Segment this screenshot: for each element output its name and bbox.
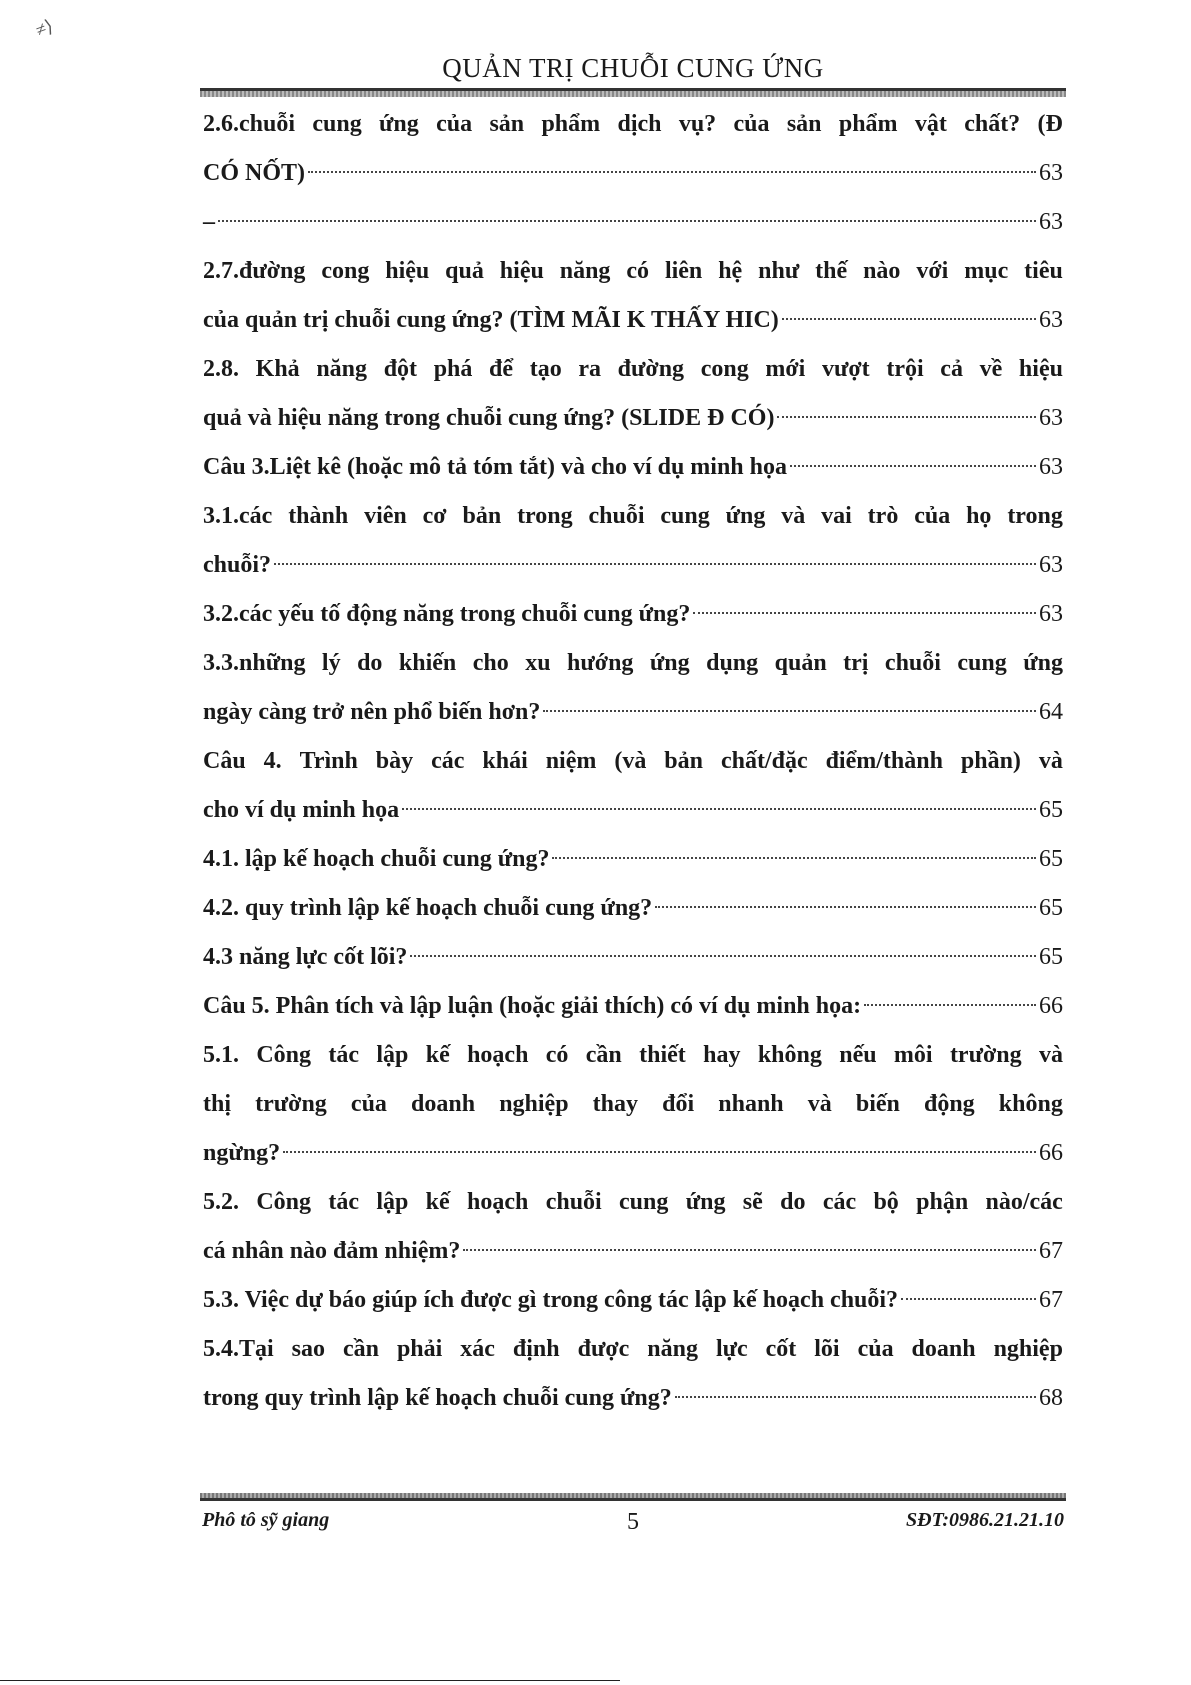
toc-word: các (822, 1189, 857, 1215)
toc-word: cần (342, 1336, 379, 1362)
toc-word: chất? (964, 111, 1021, 137)
toc-word: liên (664, 258, 703, 284)
toc-word: chuỗi (545, 1189, 602, 1215)
dot-leader (782, 318, 1036, 320)
toc-word: bản (664, 748, 703, 774)
header-title: QUẢN TRỊ CHUỖI CUNG ỨNG (442, 53, 824, 83)
toc-word: 3.3.những (203, 650, 306, 676)
toc-word: kế (425, 1189, 450, 1215)
toc-word: hệ (718, 258, 743, 284)
toc-word: cần (585, 1042, 622, 1068)
toc-word: 4. (263, 748, 282, 774)
toc-word: đường (617, 356, 685, 382)
toc-entry[interactable] (203, 492, 1063, 590)
toc-entry-text: quả và hiệu năng trong chuỗi cung ứng? (SLIDE Đ CÓ) (203, 405, 775, 431)
toc-word: thay (592, 1091, 639, 1117)
toc-word: chuỗi (588, 503, 645, 529)
toc-word: hiệu (385, 258, 430, 284)
toc-word: thành (288, 503, 349, 529)
toc-page-number: 63 (1039, 307, 1063, 333)
toc-word: dịch (617, 111, 662, 137)
toc-entry-text: cá nhân nào đảm nhiệm? (203, 1238, 461, 1264)
toc-word: vật (914, 111, 947, 137)
toc-word: do (357, 650, 383, 676)
toc-word: hoạch (467, 1042, 529, 1068)
toc-word: 5.2. (203, 1189, 239, 1215)
toc-entry-text: CÓ NỐT) (203, 160, 305, 186)
toc-entry-line (203, 394, 1063, 443)
toc-entry-text: – (203, 209, 215, 235)
toc-word: chất/đặc (720, 748, 808, 774)
toc-word: lực (715, 1336, 748, 1362)
toc-entry[interactable] (203, 1276, 1063, 1325)
page-footer (200, 1505, 1066, 1541)
dot-leader (552, 857, 1036, 859)
toc-entry-line (203, 688, 1063, 737)
toc-word: và (1038, 1042, 1063, 1068)
toc-word: vụ? (678, 111, 717, 137)
toc-word: phá (433, 356, 473, 382)
toc-word: cung (619, 1189, 669, 1215)
toc-word: kế (425, 1042, 450, 1068)
footer-shop-name: Phô tô sỹ giang (202, 1509, 330, 1531)
toc-word: nghiệp (499, 1091, 569, 1117)
toc-word: nào (863, 258, 901, 284)
toc-word: họ (966, 503, 992, 529)
dot-leader (693, 612, 1036, 614)
toc-word: 3.1.các (203, 503, 273, 529)
toc-word: ứng (685, 1189, 726, 1215)
toc-word: phẩm (838, 111, 898, 137)
toc-page-number: 65 (1039, 797, 1063, 823)
toc-word: cung (660, 503, 710, 529)
toc-entry-text: 4.2. quy trình lập kế hoạch chuỗi cung ứng? (203, 895, 653, 921)
toc-entry-line (203, 786, 1063, 835)
toc-word: hiệu (1018, 356, 1063, 382)
toc-entry-text: của quản trị chuỗi cung ứng? (TÌM MÃI K THẤY HIC) (203, 307, 779, 333)
toc-word: quả (445, 258, 484, 284)
toc-word: trong (1007, 503, 1063, 529)
toc-word: xác (460, 1336, 495, 1362)
toc-page-number: 63 (1039, 209, 1063, 235)
toc-word: vai (821, 503, 852, 529)
toc-word: tiêu (1024, 258, 1063, 284)
toc-word: 2.8. (203, 356, 239, 382)
toc-word: các (431, 748, 465, 774)
toc-entry-text: 3.2.các yếu tố động năng trong chuỗi cung ứng? (203, 601, 691, 627)
toc-word: cốt (765, 1336, 797, 1362)
toc-word: khiến (398, 650, 457, 676)
toc-word: nếu (839, 1042, 877, 1068)
toc-word: niệm (545, 748, 597, 774)
toc-word: bày (375, 748, 414, 774)
toc-entry-line (203, 1178, 1063, 1227)
dot-leader (675, 1396, 1036, 1398)
toc-word: thế (815, 258, 848, 284)
toc-word: năng (559, 258, 611, 284)
dot-leader (308, 171, 1036, 173)
toc-word: năng (316, 356, 368, 382)
toc-word: hoạch (467, 1189, 529, 1215)
toc-word: trội (886, 356, 924, 382)
toc-word: 5.1. (203, 1042, 239, 1068)
toc-entry[interactable] (203, 1325, 1063, 1423)
toc-word: hướng (567, 650, 634, 676)
toc-page-number: 63 (1039, 160, 1063, 186)
page-edge-line (0, 1680, 620, 1681)
toc-word: ứng (725, 503, 766, 529)
toc-entry-line (203, 884, 1063, 933)
toc-word: dụng (706, 650, 759, 676)
toc-entry[interactable] (203, 443, 1063, 492)
toc-word: của (914, 503, 951, 529)
toc-word: 2.7.đường (203, 258, 306, 284)
toc-word: tác (328, 1189, 359, 1215)
toc-entry[interactable] (203, 590, 1063, 639)
toc-page-number: 65 (1039, 944, 1063, 970)
toc-word: sản (786, 111, 822, 137)
toc-word: 5.4.Tại (203, 1336, 274, 1362)
toc-entry[interactable] (203, 247, 1063, 345)
toc-word: đổi (662, 1091, 695, 1117)
footer-phone: SĐT:0986.21.21.10 (906, 1509, 1064, 1531)
toc-entry-line (203, 1325, 1063, 1374)
toc-word: và (1038, 748, 1063, 774)
toc-word: sản (489, 111, 525, 137)
toc-word: năng (647, 1336, 698, 1362)
toc-word: mới (765, 356, 806, 382)
toc-page-number: 65 (1039, 846, 1063, 872)
toc-word: tác (328, 1042, 360, 1068)
toc-entry-text: trong quy trình lập kế hoạch chuỗi cung ứng? (203, 1385, 672, 1411)
toc-word: của (350, 1091, 387, 1117)
toc-page-number: 66 (1039, 1140, 1063, 1166)
toc-entry-line (203, 982, 1063, 1031)
toc-entry-line (203, 1031, 1063, 1080)
toc-entry-line (203, 100, 1063, 149)
toc-word: Công (256, 1042, 312, 1068)
toc-word: ứng (1023, 650, 1063, 676)
dot-leader (274, 563, 1036, 565)
toc-word: Công (256, 1189, 312, 1215)
dot-leader (543, 710, 1036, 712)
toc-word: định (512, 1336, 560, 1362)
toc-page-number: 63 (1039, 601, 1063, 627)
toc-entry-line (203, 443, 1063, 492)
toc-entry-line (203, 590, 1063, 639)
toc-word: hay (703, 1042, 741, 1068)
toc-word: biến (855, 1091, 900, 1117)
toc-word: nào/các (985, 1189, 1063, 1215)
toc-word: cung (312, 111, 362, 137)
toc-word: doanh (411, 1091, 476, 1117)
toc-word: (Đ (1037, 111, 1063, 137)
toc-word: đột (383, 356, 418, 382)
toc-entry-line (203, 345, 1063, 394)
toc-word: để (489, 356, 514, 382)
toc-page-number: 63 (1039, 552, 1063, 578)
toc-page-number: 67 (1039, 1287, 1063, 1313)
toc-word: quản (774, 650, 827, 676)
toc-entry[interactable] (203, 1031, 1063, 1178)
toc-page-number: 68 (1039, 1385, 1063, 1411)
toc-entry-line (203, 933, 1063, 982)
toc-word: doanh (911, 1336, 976, 1362)
toc-entry-text: 5.3. Việc dự báo giúp ích được gì trong công tác lập kế hoạch chuỗi? (203, 1287, 899, 1313)
toc-word: môi (893, 1042, 933, 1068)
toc-entry-line (203, 1276, 1063, 1325)
toc-entry-text: Câu 5. Phân tích và lập luận (hoặc giải thích) có ví dụ minh họa: (203, 993, 862, 1019)
toc-word: hiệu (499, 258, 544, 284)
toc-word: phần) (960, 748, 1021, 774)
dot-leader (864, 1004, 1036, 1006)
toc-word: của (733, 111, 770, 137)
toc-word: vượt (821, 356, 870, 382)
toc-entry-line (203, 1374, 1063, 1423)
page-number: 5 (627, 1509, 639, 1535)
toc-word: về (979, 356, 1003, 382)
toc-word: khái (482, 748, 528, 774)
toc-word: của (436, 111, 473, 137)
toc-word: ra (578, 356, 602, 382)
toc-entry-line (203, 149, 1063, 198)
dot-leader (655, 906, 1036, 908)
table-of-contents (203, 100, 1063, 1423)
page-header (200, 50, 1066, 86)
toc-word: trong (517, 503, 573, 529)
footer-rule (200, 1493, 1066, 1501)
toc-word: trò (867, 503, 899, 529)
toc-word: phẩm (541, 111, 601, 137)
toc-word: nghiệp (993, 1336, 1063, 1362)
toc-word: Trình (299, 748, 358, 774)
toc-entry-line (203, 1129, 1063, 1178)
dot-leader (790, 465, 1036, 467)
toc-word: cơ (422, 503, 447, 529)
toc-word: điểm/thành (825, 748, 943, 774)
dot-leader (777, 416, 1036, 418)
toc-entry[interactable] (203, 639, 1063, 737)
toc-page-number: 67 (1039, 1238, 1063, 1264)
toc-entry-text: 4.3 năng lực cốt lõi? (203, 944, 408, 970)
toc-word: trường (255, 1091, 327, 1117)
toc-word: nhanh (718, 1091, 784, 1117)
toc-word: lập (376, 1189, 409, 1215)
dot-leader (402, 808, 1036, 810)
toc-word: cho (472, 650, 509, 676)
toc-page-number: 66 (1039, 993, 1063, 1019)
toc-entry-line (203, 1080, 1063, 1129)
scan-mark-icon: ≠⟩ (32, 15, 56, 41)
toc-entry-line (203, 492, 1063, 541)
toc-entry[interactable] (203, 835, 1063, 884)
toc-word: viên (364, 503, 407, 529)
toc-word: 2.6.chuỗi (203, 111, 296, 137)
toc-entry-line (203, 541, 1063, 590)
toc-word: như (758, 258, 800, 284)
toc-entry-line (203, 639, 1063, 688)
toc-word: không (998, 1091, 1063, 1117)
toc-word: phải (396, 1336, 443, 1362)
toc-entry-text: cho ví dụ minh họa (203, 797, 400, 823)
toc-entry-text: ngày càng trở nên phổ biến hơn? (203, 699, 541, 725)
toc-word: cung (957, 650, 1007, 676)
dot-leader (410, 955, 1036, 957)
toc-entry-line (203, 1227, 1063, 1276)
toc-entry-text: Câu 3.Liệt kê (hoặc mô tả tóm tắt) và cho ví dụ minh họa (203, 454, 788, 480)
toc-word: không (757, 1042, 822, 1068)
toc-entry-text: 4.1. lập kế hoạch chuỗi cung ứng? (203, 846, 550, 872)
toc-entry-line (203, 198, 1063, 247)
toc-word: xu (525, 650, 551, 676)
toc-word: cong (321, 258, 370, 284)
toc-word: với (916, 258, 949, 284)
toc-word: bộ (873, 1189, 899, 1215)
toc-word: lập (376, 1042, 409, 1068)
toc-word: cong (700, 356, 749, 382)
dot-leader (283, 1151, 1036, 1153)
toc-word: có (626, 258, 650, 284)
toc-entry[interactable] (203, 884, 1063, 933)
toc-word: và (807, 1091, 832, 1117)
toc-word: động (923, 1091, 975, 1117)
toc-word: Khả (255, 356, 300, 382)
toc-word: do (780, 1189, 806, 1215)
toc-word: và (781, 503, 806, 529)
toc-word: trị (843, 650, 869, 676)
toc-word: có (545, 1042, 569, 1068)
toc-word: được (577, 1336, 630, 1362)
toc-word: ứng (649, 650, 690, 676)
toc-page-number: 63 (1039, 405, 1063, 431)
toc-entry[interactable] (203, 345, 1063, 443)
toc-word: cả (940, 356, 963, 382)
toc-entry[interactable] (203, 737, 1063, 835)
toc-entry[interactable] (203, 933, 1063, 982)
toc-word: phận (916, 1189, 969, 1215)
dot-leader (463, 1249, 1036, 1251)
header-rule (200, 88, 1066, 97)
toc-word: của (857, 1336, 894, 1362)
toc-word: sao (291, 1336, 325, 1362)
toc-entry-text: chuỗi? (203, 552, 272, 578)
toc-word: thị (203, 1091, 232, 1117)
toc-page-number: 64 (1039, 699, 1063, 725)
toc-word: Câu (203, 748, 246, 774)
toc-word: tạo (529, 356, 562, 382)
toc-word: mục (964, 258, 1009, 284)
toc-entry-line (203, 737, 1063, 786)
toc-word: trường (949, 1042, 1022, 1068)
toc-word: ứng (379, 111, 419, 137)
toc-page-number: 65 (1039, 895, 1063, 921)
toc-entry-line (203, 296, 1063, 345)
toc-entry-text: ngừng? (203, 1140, 281, 1166)
toc-word: sẽ (742, 1189, 763, 1215)
toc-entry[interactable] (203, 100, 1063, 198)
toc-entry[interactable] (203, 198, 1063, 247)
toc-entry-line (203, 247, 1063, 296)
toc-page-number: 63 (1039, 454, 1063, 480)
toc-entry[interactable] (203, 982, 1063, 1031)
toc-word: lõi (814, 1336, 840, 1362)
toc-word: chuỗi (884, 650, 941, 676)
toc-entry[interactable] (203, 1178, 1063, 1276)
toc-word: (và (614, 748, 647, 774)
toc-word: bản (462, 503, 502, 529)
dot-leader (218, 220, 1036, 222)
toc-entry-line (203, 835, 1063, 884)
toc-word: thiết (639, 1042, 686, 1068)
toc-word: lý (321, 650, 341, 676)
dot-leader (901, 1298, 1036, 1300)
